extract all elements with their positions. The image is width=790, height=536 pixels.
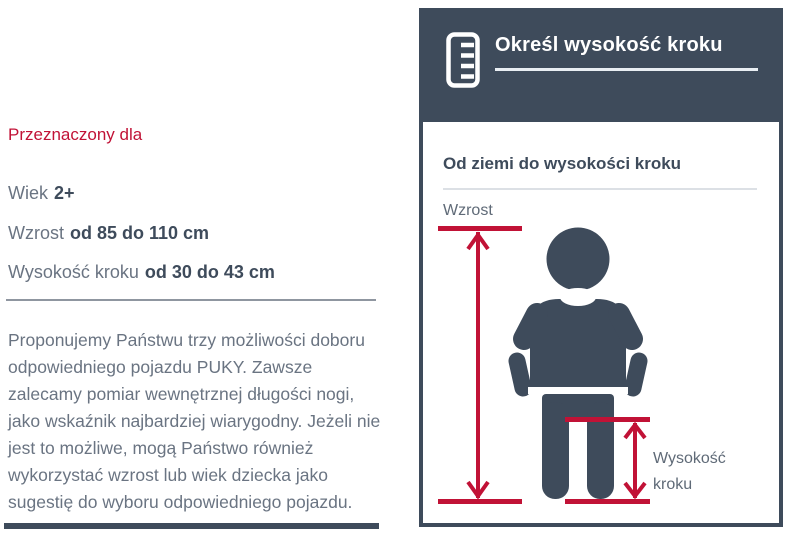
left-divider [6, 299, 376, 301]
height-label: Wzrost [443, 202, 493, 219]
spec-row-inseam [8, 262, 275, 283]
card-subtitle: Od ziemi do wysokości kroku [443, 154, 682, 173]
title-underline [495, 68, 758, 71]
intended-for-heading: Przeznaczony dla [8, 125, 143, 144]
spec-inseam-label: Wysokość kroku [8, 262, 139, 282]
spec-height-label: Wzrost [8, 223, 64, 243]
ruler-icon [445, 31, 481, 89]
inseam-guide-card [419, 8, 783, 527]
spec-row-height [8, 223, 209, 244]
spec-row-age [8, 183, 75, 204]
card-divider [443, 188, 757, 190]
left-bottom-rule [4, 523, 379, 529]
inseam-label-line2: kroku [653, 476, 693, 493]
card-header [419, 8, 783, 122]
card-body [419, 122, 783, 527]
inseam-label [653, 446, 726, 498]
card-title: Określ wysokość kroku [495, 34, 723, 56]
spec-age-label: Wiek [8, 183, 48, 203]
inseam-label-line1: Wysokość [653, 450, 726, 467]
child-figure-icon [517, 228, 639, 500]
description-paragraph: Proponujemy Państwu trzy możliwości doboru odpowiedniego pojazdu PUKY. Zawsze zalecamy pomiar wewnętrznej długości nogi, jako wskaźnik najbardziej wiarygodny. Jeżeli nie jest to możliwe, mogą Państwo również wykorzystać wzrost lub wiek dziecka jako sugestię do wyboru odpowiedniego pojazdu. [8, 329, 381, 512]
spec-inseam-value: od 30 do 43 cm [144, 262, 275, 282]
spec-height-value: od 85 do 110 cm [70, 223, 210, 243]
spec-age-value: 2+ [54, 183, 75, 203]
